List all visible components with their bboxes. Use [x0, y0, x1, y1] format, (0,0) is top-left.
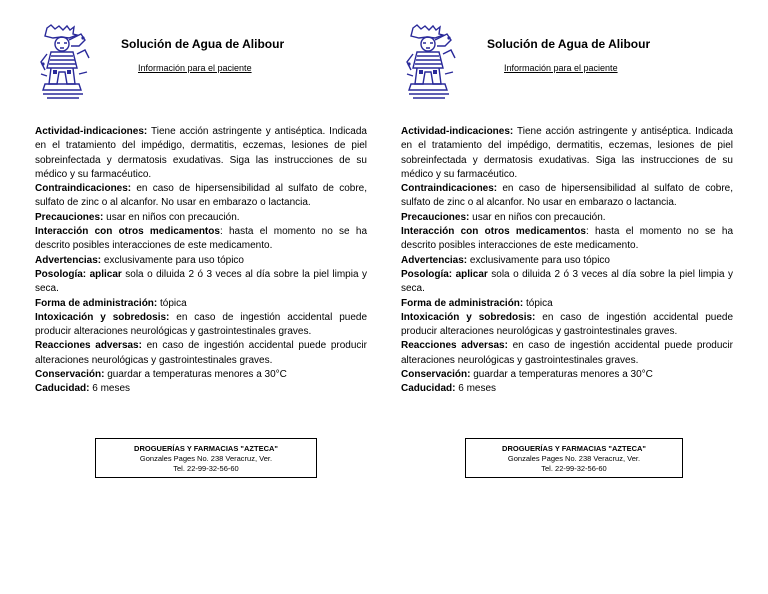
- entry-reacciones: [35, 339, 367, 368]
- entry-text: tópica: [157, 297, 187, 309]
- entry-text: Tiene acción astringente y antiséptica. Indicada en el tratamiento del impédigo, dermatitis, eczemas, lesiones de piel sobreinfectada y dermatosis exudativas. Siga las instrucciones de su médico y su farmacéutico.: [401, 126, 733, 180]
- entry-advertencias: [401, 254, 733, 268]
- page-title: Solución de Agua de Alibour: [121, 37, 285, 51]
- entry-text: en caso de hipersensibilidad al sulfato de cobre, sulfato de zinc o al alcanfor. No usar en embarazo o lactancia.: [401, 183, 733, 209]
- entry-contraindicaciones: [401, 182, 733, 211]
- entry-posologia: [401, 268, 733, 297]
- entry-contraindicaciones: [35, 182, 367, 211]
- entry-text: : hasta el momento no se ha descrito posibles interacciones de este medicamento.: [401, 226, 733, 252]
- entry-text: sola o diluida 2 ó 3 veces al día sobre la piel limpia y seca.: [35, 268, 367, 295]
- entry-caducidad: [401, 382, 733, 396]
- aztec-figure-logo-icon: [39, 24, 91, 102]
- entry-conservacion: [35, 368, 367, 382]
- page-subtitle: Información para el paciente: [138, 63, 252, 73]
- entry-intoxicacion: [35, 311, 367, 340]
- label-card-left: [35, 0, 367, 594]
- pharmacy-phone: Tel. 22-99-32-56-60: [173, 464, 239, 473]
- entry-label: Forma de administración:: [401, 297, 524, 309]
- pharmacy-phone: Tel. 22-99-32-56-60: [541, 464, 607, 473]
- entry-label: Conservación:: [35, 369, 105, 381]
- pharmacy-address: Gonzales Pages No. 238 Veracruz, Ver.: [139, 454, 273, 463]
- entry-text: guardar a temperaturas menores a 30°C: [104, 369, 287, 381]
- entry-label: Conservación:: [401, 369, 471, 381]
- entry-text: sola o diluida 2 ó 3 veces al día sobre la piel limpia y seca.: [401, 268, 733, 295]
- entry-advertencias: [35, 254, 367, 268]
- pharmacy-footer-box: [465, 438, 683, 478]
- info-body: [35, 125, 367, 397]
- entry-text: en caso de hipersensibilidad al sulfato de cobre, sulfato de zinc o al alcanfor. No usar en embarazo o lactancia.: [35, 183, 367, 209]
- entry-label: Advertencias:: [401, 254, 468, 266]
- entry-text: guardar a temperaturas menores a 30°C: [470, 369, 653, 381]
- entry-label: Interacción con otros medicamentos: [401, 226, 586, 238]
- entry-posologia: [35, 268, 367, 297]
- entry-text: en caso de ingestión accidental puede producir alteraciones neurológicas y gastrointestinales graves.: [35, 340, 367, 366]
- entry-text: exclusivamente para uso tópico: [101, 254, 244, 266]
- entry-text: en caso de ingestión accidental puede producir alteraciones neurológicas y gastrointestinales graves.: [401, 311, 733, 338]
- pharmacy-name: DROGUERÍAS Y FARMACIAS "AZTECA": [502, 444, 646, 453]
- entry-text: : hasta el momento no se ha descrito posibles interacciones de este medicamento.: [35, 226, 367, 252]
- entry-label: Precauciones:: [401, 211, 470, 223]
- entry-actividad: [35, 125, 367, 182]
- entry-text: usar en niños con precaución.: [469, 211, 606, 223]
- entry-label: Reacciones adversas:: [401, 340, 508, 352]
- entry-label: Contraindicaciones:: [35, 183, 132, 195]
- entry-text: 6 meses: [455, 383, 497, 395]
- aztec-figure-logo-icon: [405, 24, 457, 102]
- entry-label: Actividad-indicaciones:: [401, 126, 514, 137]
- entry-label: Interacción con otros medicamentos: [35, 226, 220, 238]
- label-card-right: [401, 0, 733, 594]
- pharmacy-address: Gonzales Pages No. 238 Veracruz, Ver.: [507, 454, 641, 463]
- entry-text: 6 meses: [89, 383, 131, 395]
- entry-text: en caso de ingestión accidental puede producir alteraciones neurológicas y gastrointestinales graves.: [35, 311, 367, 338]
- entry-precauciones: [401, 211, 733, 225]
- entry-label: Contraindicaciones:: [401, 183, 498, 195]
- entry-caducidad: [35, 382, 367, 396]
- entry-interaccion: [35, 225, 367, 254]
- entry-actividad: [401, 125, 733, 182]
- entry-label: Posología: aplicar: [401, 268, 488, 280]
- entry-reacciones: [401, 339, 733, 368]
- entry-text: Tiene acción astringente y antiséptica. Indicada en el tratamiento del impédigo, dermatitis, eczemas, lesiones de piel sobreinfectada y dermatosis exudativas. Siga las instrucciones de su médico y su farmacéutico.: [35, 126, 367, 180]
- entry-label: Advertencias:: [35, 254, 102, 266]
- pharmacy-name: DROGUERÍAS Y FARMACIAS "AZTECA": [134, 444, 278, 453]
- entry-conservacion: [401, 368, 733, 382]
- entry-label: Forma de administración:: [35, 297, 158, 309]
- entry-interaccion: [401, 225, 733, 254]
- page-subtitle: Información para el paciente: [504, 63, 618, 73]
- entry-text: en caso de ingestión accidental puede producir alteraciones neurológicas y gastrointestinales graves.: [401, 340, 733, 366]
- entry-label: Intoxicación y sobredosis:: [35, 311, 170, 323]
- entry-precauciones: [35, 211, 367, 225]
- info-body: [401, 125, 733, 397]
- entry-forma-administracion: [401, 297, 733, 311]
- entry-label: Caducidad:: [35, 383, 90, 395]
- entry-label: Precauciones:: [35, 211, 104, 223]
- entry-label: Actividad-indicaciones:: [35, 126, 148, 137]
- page-title: Solución de Agua de Alibour: [487, 37, 651, 51]
- entry-label: Intoxicación y sobredosis:: [401, 311, 536, 323]
- entry-intoxicacion: [401, 311, 733, 340]
- entry-label: Reacciones adversas:: [35, 340, 142, 352]
- entry-text: usar en niños con precaución.: [103, 211, 240, 223]
- entry-text: tópica: [523, 297, 553, 309]
- pharmacy-footer-box: [95, 438, 317, 478]
- entry-label: Caducidad:: [401, 383, 456, 395]
- entry-forma-administracion: [35, 297, 367, 311]
- entry-label: Posología: aplicar: [35, 268, 122, 280]
- entry-text: exclusivamente para uso tópico: [467, 254, 610, 266]
